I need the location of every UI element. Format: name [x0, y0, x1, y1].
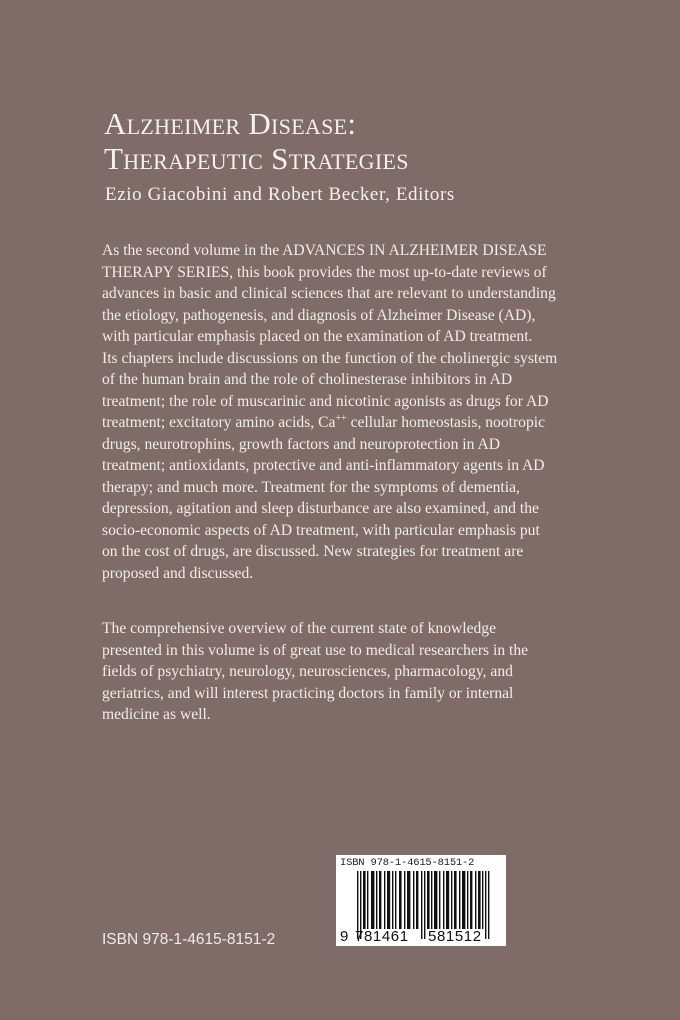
- barcode-digit-first: 9: [340, 928, 349, 945]
- text-line: As the second volume in the ADVANCES IN ALZHEIMER DISEASE: [102, 242, 547, 259]
- text-fragment: treatment; excitatory amino acids, Ca: [102, 414, 336, 431]
- text-line: medicine as well.: [102, 706, 211, 723]
- barcode-isbn-caption: ISBN 978-1-4615-8151-2: [340, 857, 475, 869]
- editors-credit: Ezio Giacobini and Robert Becker, Editors: [105, 184, 455, 205]
- text-line: The comprehensive overview of the current state of knowledge: [102, 620, 497, 637]
- text-line: therapy; and much more. Treatment for the symptoms of dementia,: [102, 478, 520, 496]
- book-title: [104, 106, 409, 176]
- text-line: geriatrics, and will interest practicing doctors in family or internal: [102, 684, 514, 702]
- text-line: advances in basic and clinical sciences that are relevant to understanding: [102, 285, 556, 302]
- text-line: treatment; the role of muscarinic and nicotinic agonists as drugs for AD: [102, 392, 549, 410]
- barcode-digits-left: 781461: [355, 928, 409, 945]
- text-line: with particular emphasis placed on the examination of AD treatment.: [102, 328, 533, 345]
- isbn-label: ISBN 978-1-4615-8151-2: [102, 931, 276, 948]
- description-paragraph-2: [102, 618, 582, 726]
- text-line-calcium: [102, 412, 582, 434]
- text-line: on the cost of drugs, are discussed. New strategies for treatment are: [102, 543, 524, 560]
- description-paragraph-1: [102, 240, 582, 584]
- text-line: of the human brain and the role of cholinesterase inhibitors in AD: [102, 371, 513, 388]
- text-line: drugs, neurotrophins, growth factors and neuroprotection in AD: [102, 435, 500, 453]
- isbn-barcode: [336, 855, 506, 946]
- text-line: THERAPY SERIES, this book provides the most up-to-date reviews of: [102, 263, 547, 281]
- text-line: presented in this volume is of great use to medical researchers in the: [102, 641, 529, 659]
- text-line: fields of psychiatry, neurology, neurosciences, pharmacology, and: [102, 663, 513, 680]
- text-line: Its chapters include discussions on the function of the cholinergic system: [102, 349, 558, 367]
- text-line: treatment; antioxidants, protective and anti-inflammatory agents in AD: [102, 457, 545, 474]
- barcode-digits-right: 581512: [428, 928, 482, 945]
- superscript-charge: ++: [335, 413, 347, 424]
- book-title-line-2: Therapeutic Strategies: [104, 141, 409, 176]
- text-fragment: cellular homeostasis, nootropic: [346, 414, 546, 431]
- text-line: depression, agitation and sleep disturbance are also examined, and the: [102, 500, 539, 517]
- text-line: the etiology, pathogenesis, and diagnosis of Alzheimer Disease (AD),: [102, 306, 536, 324]
- book-title-line-1: Alzheimer Disease:: [104, 106, 357, 141]
- text-line: socio-economic aspects of AD treatment, with particular emphasis put: [102, 521, 540, 539]
- text-line: proposed and discussed.: [102, 564, 254, 582]
